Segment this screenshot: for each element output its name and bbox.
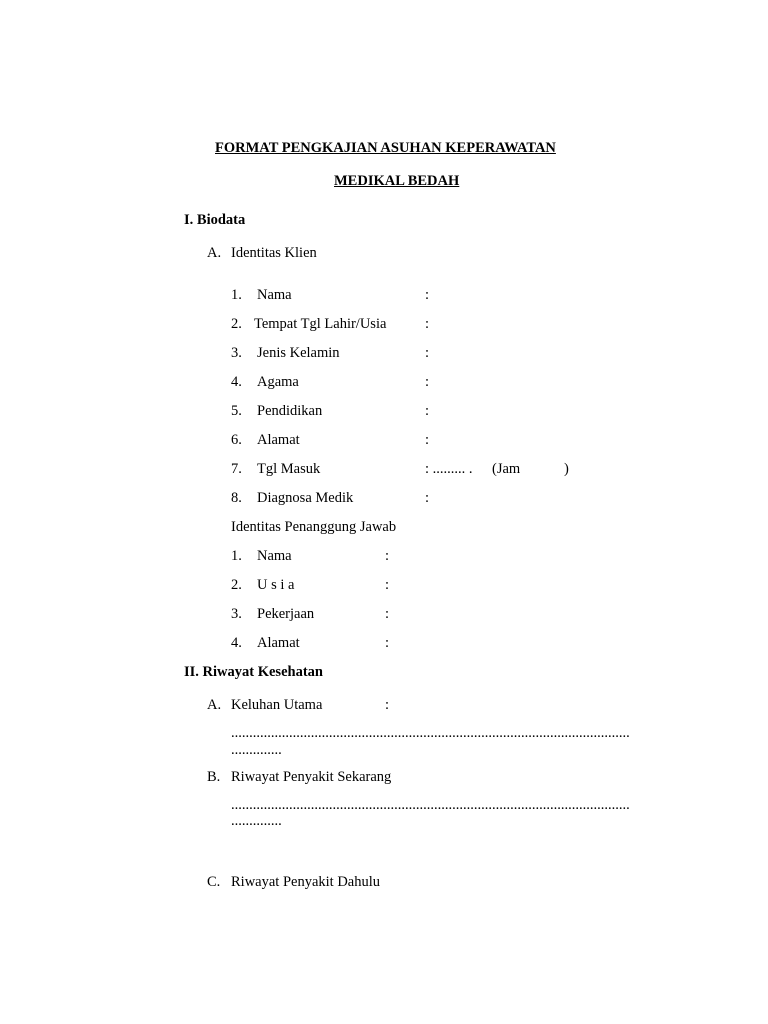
list-item-num: 4. <box>231 635 242 651</box>
list-item-num: 1. <box>231 287 242 303</box>
field-label-pekerjaan: Pekerjaan <box>257 606 315 622</box>
subsection-identitas-klien: Identitas Klien <box>231 245 317 261</box>
field-label-usia: U s i a <box>257 577 295 593</box>
document-title-line1: FORMAT PENGKAJIAN ASUHAN KEPERAWATAN <box>215 140 556 156</box>
list-item-num: 6. <box>231 432 242 448</box>
field-jam-label: (Jam <box>492 461 521 477</box>
field-label-pendidikan: Pendidikan <box>257 403 323 419</box>
field-label-diagnosa-medik: Diagnosa Medik <box>257 490 354 506</box>
list-item-num: 7. <box>231 461 242 477</box>
subsection-keluhan-utama: Keluhan Utama <box>231 697 323 713</box>
subsection-a-letter: A. <box>207 245 222 261</box>
field-colon: : <box>425 432 430 448</box>
subsection-a-letter: A. <box>207 697 222 713</box>
section-riwayat-kesehatan-heading: II. Riwayat Kesehatan <box>184 664 323 680</box>
list-item-num: 1. <box>231 548 242 564</box>
field-label-tgl-masuk: Tgl Masuk <box>257 461 321 477</box>
list-item-num: 8. <box>231 490 242 506</box>
document-title-line2: MEDIKAL BEDAH <box>334 173 460 189</box>
field-label-alamat: Alamat <box>257 432 300 448</box>
field-colon: : <box>385 548 390 564</box>
field-label-alamat: Alamat <box>257 635 300 651</box>
field-colon: : <box>425 490 430 506</box>
fill-in-dots: .............. <box>231 742 282 758</box>
field-label-agama: Agama <box>257 374 299 390</box>
list-item-num: 4. <box>231 374 242 390</box>
field-colon: : <box>425 345 430 361</box>
subsection-riwayat-penyakit-dahulu: Riwayat Penyakit Dahulu <box>231 874 381 890</box>
field-label-jenis-kelamin: Jenis Kelamin <box>257 345 340 361</box>
field-colon: : <box>385 635 390 651</box>
subsection-c-letter: C. <box>207 874 221 890</box>
field-label-tempat-tgl-lahir: Tempat Tgl Lahir/Usia <box>254 316 387 332</box>
field-colon: : <box>385 697 390 713</box>
fill-in-dots: .............................................................................................................. <box>231 725 630 741</box>
field-colon: : <box>425 316 430 332</box>
fill-in-dots: .............................................................................................................. <box>231 797 630 813</box>
list-item-num: 2. <box>231 577 242 593</box>
fill-in-dots: .............. <box>231 813 282 829</box>
list-item-num: 3. <box>231 345 242 361</box>
field-colon: : <box>385 577 390 593</box>
field-colon: : <box>385 606 390 622</box>
list-item-num: 3. <box>231 606 242 622</box>
field-label-nama: Nama <box>257 287 292 303</box>
section-biodata-heading: I. Biodata <box>184 212 246 228</box>
field-colon: : <box>425 374 430 390</box>
field-colon: : <box>425 287 430 303</box>
field-colon: : <box>425 403 430 419</box>
field-label-nama: Nama <box>257 548 292 564</box>
subsection-b-letter: B. <box>207 769 221 785</box>
subsection-identitas-penanggung-jawab: Identitas Penanggung Jawab <box>231 519 397 535</box>
subsection-riwayat-penyakit-sekarang: Riwayat Penyakit Sekarang <box>231 769 392 785</box>
field-jam-close: ) <box>564 461 569 477</box>
list-item-num: 2. <box>231 316 242 332</box>
list-item-num: 5. <box>231 403 242 419</box>
field-colon: : ......... . <box>425 461 473 477</box>
